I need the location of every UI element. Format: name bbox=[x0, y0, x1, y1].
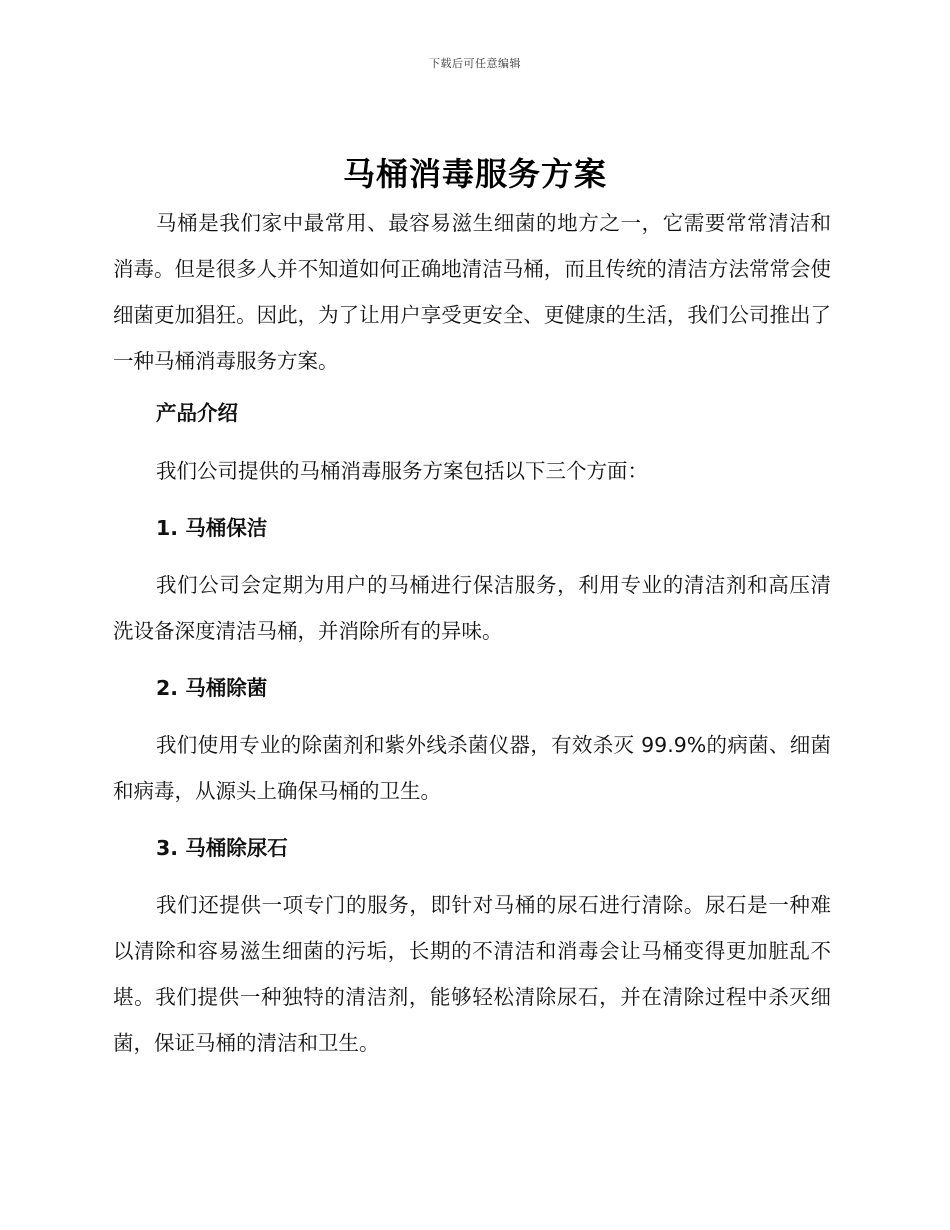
item-1-heading: 1. 马桶保洁 bbox=[156, 516, 268, 540]
item-1-body: 我们公司会定期为用户的马桶进行保洁服务，利用专业的清洁剂和高压清洗设备深度清洁马桶，并消除所有的异味。 bbox=[113, 573, 831, 643]
intro-paragraph: 马桶是我们家中最常用、最容易滋生细菌的地方之一，它需要常常清洁和消毒。但是很多人并不知道如何正确地清洁马桶，而且传统的清洁方法常常会使细菌更加猖狂。因此，为了让用户享受更安全、更健康的生活，我们公司推出了一种马桶消毒服务方案。 bbox=[113, 211, 831, 373]
section-heading: 产品介绍 bbox=[156, 401, 238, 425]
page-header: 下载后可任意编辑 bbox=[429, 57, 521, 70]
item-2-body: 我们使用专业的除菌剂和紫外线杀菌仪器，有效杀灭 99.9%的病菌、细菌和病毒，从源头上确保马桶的卫生。 bbox=[113, 733, 831, 803]
item-3-body: 我们还提供一项专门的服务，即针对马桶的尿石进行清除。尿石是一种难以清除和容易滋生细菌的污垢，长期的不清洁和消毒会让马桶变得更加脏乱不堪。我们提供一种独特的清洁剂，能够轻松清除尿石，并在清除过程中杀灭细菌，保证马桶的清洁和卫生。 bbox=[113, 893, 831, 1055]
document-title: 马桶消毒服务方案 bbox=[342, 155, 607, 193]
item-3-heading: 3. 马桶除尿石 bbox=[156, 836, 288, 860]
item-2-heading: 2. 马桶除菌 bbox=[156, 676, 268, 700]
section-lead-paragraph: 我们公司提供的马桶消毒服务方案包括以下三个方面： bbox=[156, 459, 648, 483]
